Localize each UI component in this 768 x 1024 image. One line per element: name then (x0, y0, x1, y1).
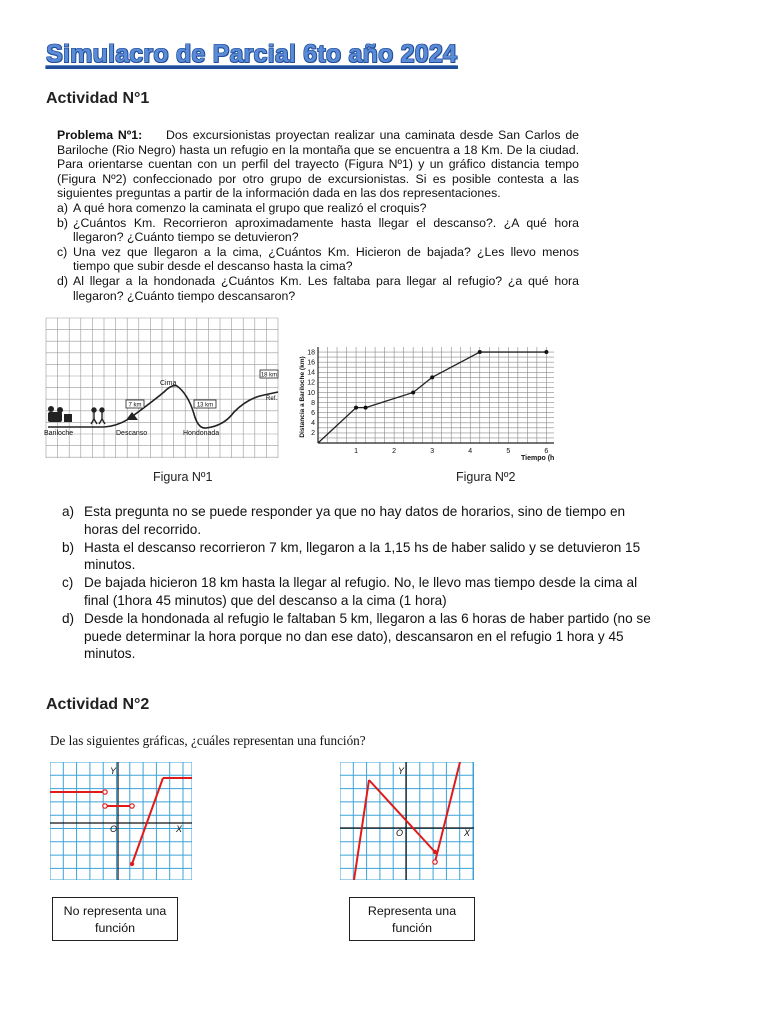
y-axis-title: Distancia a Bariloche (km) (299, 356, 306, 438)
y-tick-label: 6 (311, 409, 315, 417)
x-tick-label: 5 (506, 448, 511, 455)
y-tick-label: 16 (307, 359, 315, 367)
y-tick-label: 2 (311, 430, 315, 438)
answer-label: a) (62, 504, 75, 519)
data-point (411, 390, 415, 394)
answer-label: b) (62, 539, 75, 555)
x-tick-label: 1 (354, 448, 359, 455)
y-axis-label: Y (110, 766, 117, 776)
open-point (103, 790, 107, 794)
figure2-caption: Figura Nº2 (456, 470, 516, 484)
answers-list (62, 503, 662, 663)
hondonada-sign-text: 13 km (196, 402, 214, 409)
question-text: Al llegar a la hondonada ¿Cuántos Km. Les faltaba para llegar al refugio? ¿a qué hora llegaron? ¿Cuánto tiempo descansaron? (73, 273, 579, 303)
y-tick-label: 8 (311, 399, 315, 407)
verdict-box-right: Representa una función (349, 897, 475, 941)
data-point (430, 375, 434, 379)
open-point (130, 804, 134, 808)
y-tick-label: 12 (307, 379, 315, 387)
origin-label: O (396, 828, 404, 838)
question-label: c) (57, 244, 68, 259)
problem-statement (57, 128, 579, 303)
question-label: b) (57, 215, 68, 230)
data-point (354, 406, 358, 410)
data-point (478, 350, 482, 354)
activity1-heading: Actividad N°1 (46, 90, 150, 107)
figure1-trail-profile (42, 314, 282, 462)
question-text: ¿Cuántos Km. Recorrieron aproximadamente hasta llegar el descanso?. ¿A qué hora llegaron? ¿Cuánto tiempo se detuvieron? (73, 215, 579, 245)
graph-left-not-function (50, 762, 192, 880)
cima-label: Cima (160, 380, 177, 387)
graph-right-function (340, 762, 474, 880)
walkers-icon (91, 408, 105, 424)
x-tick-label: 4 (468, 448, 473, 455)
problem-label: Problema Nº1: (57, 128, 143, 142)
activity2-question: De las siguientes gráficas, ¿cuáles representan una función? (50, 733, 366, 748)
answer-text: De bajada hicieron 18 km hasta la llegar al refugio. No, le llevo mas tiempo desde la cima al final (1hora 45 minutos) que del descanso a la cima (1 hora) (84, 575, 638, 608)
y-tick-label: 14 (307, 369, 315, 377)
y-tick-label: 4 (311, 420, 315, 428)
hondonada-label: Hondonada (183, 430, 220, 437)
open-point (433, 860, 437, 864)
refugio-label: Ref. (266, 396, 278, 402)
data-point (544, 350, 548, 354)
x-axis-label: X (464, 828, 471, 838)
question-item (57, 201, 579, 216)
answer-text: Esta pregunta no se puede responder ya que no hay datos de horarios, sino de tiempo en horas del recorrido. (84, 504, 626, 537)
x-tick-label: 3 (430, 448, 435, 455)
answer-item (62, 610, 662, 663)
descanso-sign-text: 7 km (128, 402, 142, 409)
closed-point (130, 862, 134, 866)
x-tick-label: 6 (544, 448, 549, 455)
y-axis-label: Y (398, 766, 405, 776)
hikers-icon (48, 406, 72, 422)
answer-item (62, 574, 662, 610)
origin-label: O (110, 824, 118, 834)
y-tick-label: 18 (307, 349, 315, 357)
y-tick-label: 10 (307, 389, 315, 397)
question-item (57, 216, 579, 245)
activity2-heading: Actividad N°2 (46, 696, 150, 713)
question-label: d) (57, 273, 68, 288)
answer-item (62, 539, 662, 575)
data-point (364, 406, 368, 410)
question-item (57, 274, 579, 303)
question-item (57, 245, 579, 274)
closed-point (433, 850, 437, 854)
x-axis-label: X (176, 824, 183, 834)
problem-text: Dos excursionistas proyectan realizar una caminata desde San Carlos de Bariloche (Rio Negro) hasta un refugio en la montaña que se encuentra a 18 Km. De la ciudad. Para orientarse cuentan con un perfil del trayecto (Figura Nº1) y un gráfico distancia tempo (Figura Nº2) confeccionado por otro grupo de excursionistas. Si es posible contesta a las siguientes preguntas a partir de la información dada en las dos representaciones. (57, 128, 580, 201)
open-point (103, 804, 107, 808)
question-text: Una vez que llegaron a la cima, ¿Cuántos Km. Hicieron de bajada? ¿Les llevo menos tiempo que subir desde el descanso hasta la cima? (73, 244, 579, 274)
question-label: a) (57, 200, 68, 215)
bariloche-label: Bariloche (44, 430, 74, 437)
x-tick-label: 2 (392, 448, 397, 455)
answer-label: d) (62, 610, 75, 626)
answer-text: Hasta el descanso recorrieron 7 km, llegaron a la 1,15 hs de haber salido y se detuvieron 15 minutos. (84, 539, 641, 573)
answer-item (62, 503, 662, 539)
answer-text: Desde la hondonada al refugio le faltaban 5 km, llegaron a las 6 horas de haber partido (no se puede determinar la hora porque no dan ese dato), descansaron en el refugio 1 hora y 45 minutos. (84, 610, 651, 662)
question-text: A qué hora comenzo la caminata el grupo que realizó el croquis? (73, 200, 427, 215)
answer-label: c) (62, 575, 74, 591)
refugio-sign-text: 18 km (260, 372, 278, 379)
figure1-caption: Figura Nº1 (153, 470, 213, 484)
document-title: Simulacro de Parcial 6to año 2024 (46, 40, 457, 68)
x-axis-title: Tiempo (h (521, 455, 555, 462)
descanso-label: Descanso (116, 430, 148, 437)
verdict-box-left: No representa una función (52, 897, 178, 941)
figure2-distance-time-chart (292, 343, 564, 465)
